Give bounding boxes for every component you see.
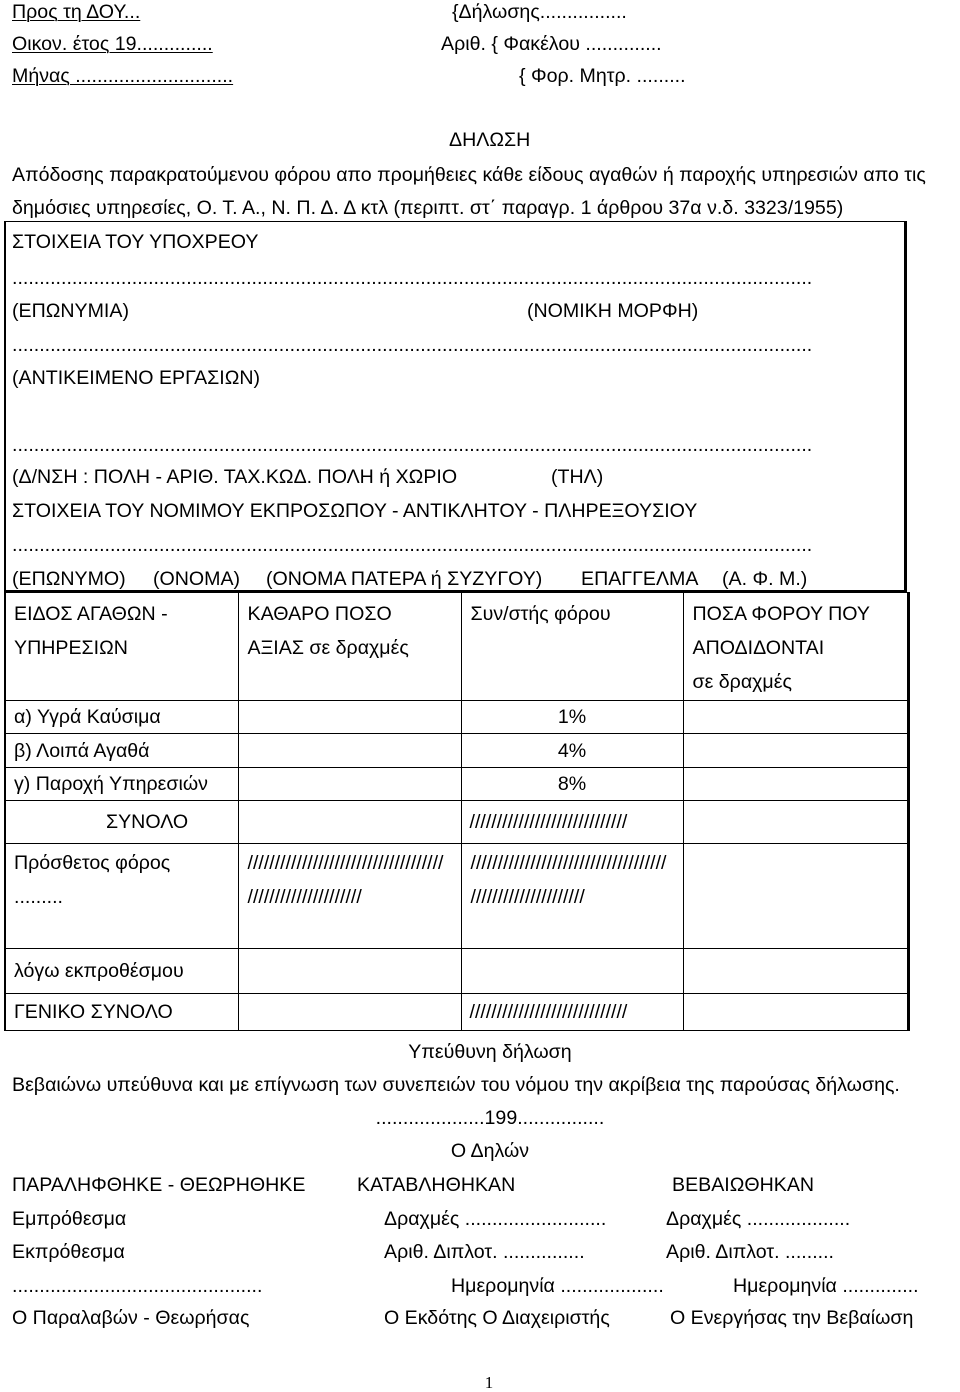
activity-label: (ΑΝΤΙΚΕΙΜΕΝΟ ΕΡΓΑΣΙΩΝ) — [12, 367, 261, 389]
surname-label: (ΕΠΩΝΥΜΟ) — [12, 568, 126, 590]
late-reason-label: λόγω εκπροθέσμου — [5, 949, 238, 994]
header-text: ΚΑΘΑΡΟ ΠΟΣΟ — [247, 603, 392, 625]
rate-cell: 4% — [461, 734, 683, 768]
paid-heading: ΚΑΤΑΒΛΗΘΗΚΑΝ — [357, 1174, 516, 1196]
address-label: (Δ/ΝΣΗ : ΠΟΛΗ - ΑΡΙΘ. ΤΑΧ.ΚΩΔ. ΠΟΛΗ ή ΧΩΡΙΟ — [12, 466, 458, 488]
certifier-signature-label: Ο Ενεργήσας την Βεβαίωση — [670, 1307, 914, 1329]
grand-total-net-cell — [238, 994, 461, 1031]
grand-total-row — [5, 994, 908, 1031]
paid-date-field: Ημερομηνία ................... — [451, 1275, 664, 1297]
first-name-label: (ΟΝΟΜΑ) — [153, 568, 241, 590]
category-cell: β) Λοιπά Αγαθά — [5, 734, 238, 768]
solemn-declaration-statement: Βεβαιώνω υπεύθυνα και με επίγνωση των συνεπειών του νόμου την ακρίβεια της παρούσας δήλωσης. — [12, 1074, 900, 1096]
total-net-amount-cell — [238, 801, 461, 844]
tax-amount-cell — [683, 701, 908, 734]
header-cell-tax-amount — [683, 593, 908, 701]
profession-label: ΕΠΑΓΓΕΛΜΑ — [581, 568, 699, 590]
category-cell: γ) Παροχή Υπηρεσιών — [5, 768, 238, 801]
receiver-signature-label: Ο Παραλαβών - Θεωρήσας — [12, 1307, 250, 1329]
net-amount-cell — [238, 701, 461, 734]
total-rate-fill: ///////////////////////////// — [461, 801, 683, 844]
surcharge-rate-cell — [461, 844, 683, 949]
fiscal-year-field: Οικον. έτος 19.............. — [12, 33, 213, 55]
obligor-heading: ΣΤΟΙΧΕΙΑ ΤΟΥ ΥΠΟΧΡΕΟΥ — [12, 231, 259, 253]
tax-table — [4, 592, 910, 1031]
net-amount-cell — [238, 734, 461, 768]
header-text: ΠΟΣΑ ΦΟΡΟΥ ΠΟΥ — [692, 603, 870, 625]
paid-drachmas-field: Δραχμές .......................... — [384, 1208, 607, 1230]
table-row — [5, 734, 908, 768]
father-spouse-label: (ΟΝΟΜΑ ΠΑΤΕΡΑ ή ΣΥΖΥΓΟΥ) — [266, 568, 543, 590]
header-text: Συν/στής φόρου — [470, 603, 611, 625]
total-row — [5, 801, 908, 844]
solemn-declaration-title: Υπεύθυνη δήλωση — [408, 1041, 572, 1063]
vat-number-label: (Α. Φ. Μ.) — [722, 568, 808, 590]
header-text: ΑΞΙΑΣ σε δραχμές — [247, 637, 409, 659]
net-amount-cell — [238, 768, 461, 801]
legal-form-label: (ΝΟΜΙΚΗ ΜΟΡΦΗ) — [527, 300, 699, 322]
rate-cell: 1% — [461, 701, 683, 734]
grand-total-tax-cell — [683, 994, 908, 1031]
table-header-row — [5, 593, 908, 701]
certified-receipt-number-field: Αριθ. Διπλοτ. ......... — [666, 1241, 834, 1263]
declarant-signature-label: Ο Δηλών — [450, 1140, 530, 1162]
grand-total-label: ΓΕΝΙΚΟ ΣΥΝΟΛΟ — [5, 994, 238, 1031]
surcharge-row — [5, 844, 908, 949]
issuer-signature-label: Ο Εκδότης Ο Διαχειριστής — [384, 1307, 610, 1329]
tax-amount-cell — [683, 734, 908, 768]
surcharge-label-cell — [5, 844, 238, 949]
table-row — [5, 701, 908, 734]
surcharge-label-fill: ......... — [14, 886, 63, 908]
header-text: ΥΠΗΡΕΣΙΩΝ — [14, 637, 128, 659]
slash-fill: ///////////////////// — [470, 886, 585, 908]
file-number-field: Αριθ. { Φακέλου .............. — [441, 33, 662, 55]
category-cell: α) Υγρά Καύσιμα — [5, 701, 238, 734]
intro-line: Απόδοσης παρακρατούμενου φόρου απο προμήθειες κάθε είδους αγαθών ή παροχής υπηρεσιών απο τις — [12, 164, 926, 186]
on-time-label: Εμπρόθεσμα — [12, 1208, 127, 1230]
header-text: ΑΠΟΔΙΔΟΝΤΑΙ — [692, 637, 825, 659]
slash-fill: //////////////////////////////////// — [247, 852, 444, 874]
paid-receipt-number-field: Αριθ. Διπλοτ. ............... — [384, 1241, 585, 1263]
header-text: ΕΙΔΟΣ ΑΓΑΘΩΝ - — [14, 603, 168, 625]
obligor-name-line: ................................................................................................................................................... — [12, 267, 813, 289]
rate-cell: 8% — [461, 768, 683, 801]
intro-line: δημόσιες υπηρεσίες, Ο. Τ. Α., Ν. Π. Δ. Δ κτλ (περιπτ. στ΄ παραγρ. 1 άρθρου 37α ν.δ. 3323/1955) — [12, 197, 844, 219]
representative-line: ................................................................................................................................................... — [12, 534, 813, 556]
phone-label: (ΤΗΛ) — [551, 466, 604, 488]
activity-line: ................................................................................................................................................... — [12, 334, 813, 356]
document-title: ΔΗΛΩΣΗ — [449, 129, 531, 151]
surcharge-amount-cell — [238, 844, 461, 949]
received-heading: ΠΑΡΑΛΗΦΘΗΚΕ - ΘΕΩΡΗΘΗΚΕ — [12, 1174, 306, 1196]
tax-amount-cell — [683, 768, 908, 801]
slash-fill: //////////////////////////////////// — [470, 852, 667, 874]
late-reason-row — [5, 949, 908, 994]
total-tax-amount-cell — [683, 801, 908, 844]
slash-fill: ///////////////////// — [247, 886, 362, 908]
surcharge-tax-amount-cell — [683, 844, 908, 949]
obligor-name-label: (ΕΠΩΝΥΜΙΑ) — [12, 300, 129, 322]
grand-total-rate-fill: ///////////////////////////// — [461, 994, 683, 1031]
late-reason-amount-cell — [238, 949, 461, 994]
page-number: 1 — [484, 1373, 494, 1392]
table-row — [5, 768, 908, 801]
surcharge-label: Πρόσθετος φόρος — [14, 852, 171, 874]
header-cell-net-amount — [238, 593, 461, 701]
header-text: σε δραχμές — [692, 671, 792, 693]
certified-date-field: Ημερομηνία .............. — [733, 1275, 919, 1297]
tax-office-field: Προς τη ΔΟΥ... — [12, 1, 141, 23]
certified-heading: ΒΕΒΑΙΩΘΗΚΑΝ — [672, 1174, 815, 1196]
late-label: Εκπρόθεσμα — [12, 1241, 125, 1263]
late-reason-tax-cell — [683, 949, 908, 994]
month-field: Μήνας ............................. — [12, 65, 234, 87]
representative-heading: ΣΤΟΙΧΕΙΑ ΤΟΥ ΝΟΜΙΜΟΥ ΕΚΠΡΟΣΩΠΟΥ - ΑΝΤΙΚΛΗΤΟΥ - ΠΛΗΡΕΞΟΥΣΙΟΥ — [12, 500, 698, 522]
total-label: ΣΥΝΟΛΟ — [5, 801, 238, 844]
certified-drachmas-field: Δραχμές ................... — [666, 1208, 851, 1230]
header-cell-tax-rate — [461, 593, 683, 701]
address-line: ................................................................................................................................................... — [12, 434, 813, 456]
declaration-ref-field: {Δήλωσης................ — [452, 1, 627, 23]
declaration-date-line: ....................199................ — [375, 1107, 605, 1129]
header-cell-category — [5, 593, 238, 701]
late-reason-rate-cell — [461, 949, 683, 994]
tax-register-field: { Φορ. Μητρ. ......... — [519, 65, 686, 87]
received-date-field: .............................................. — [12, 1275, 263, 1297]
